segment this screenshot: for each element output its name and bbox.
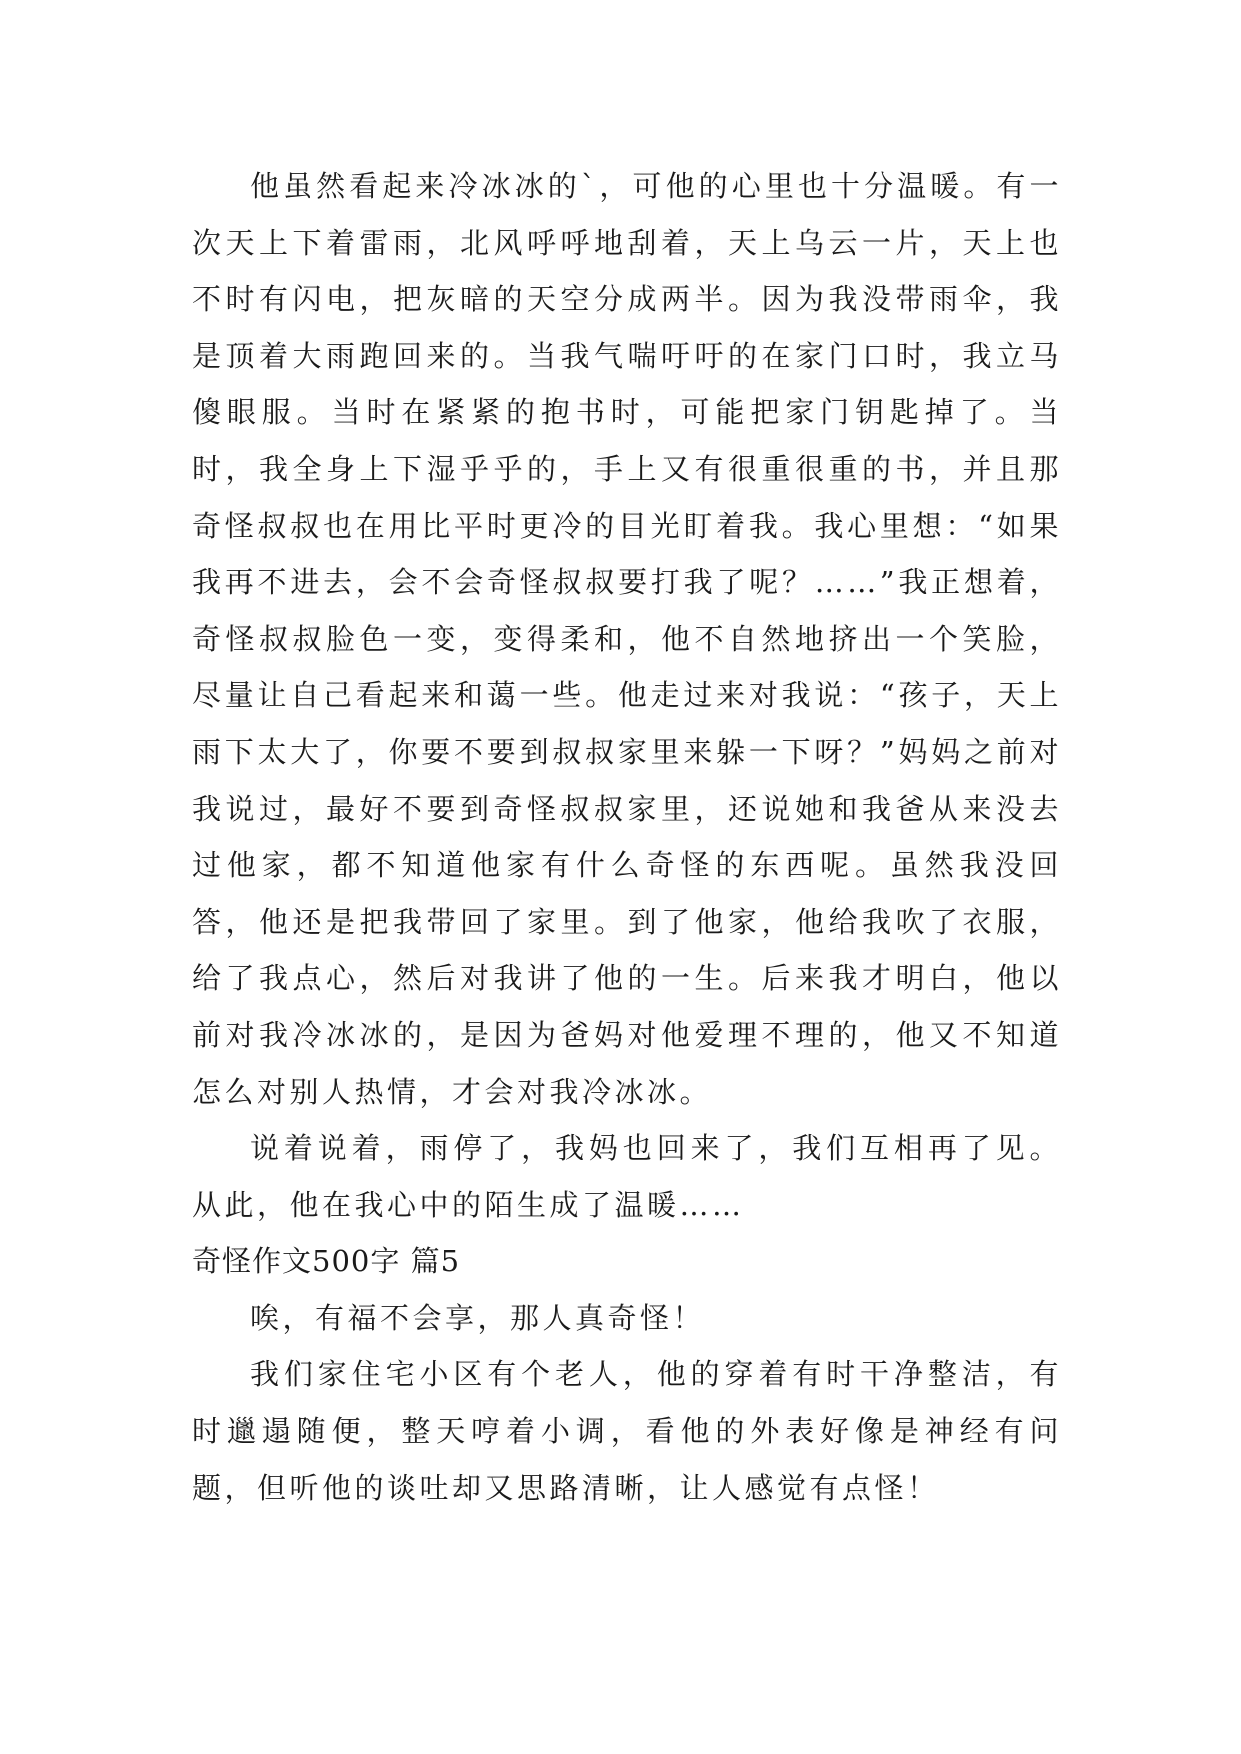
section-heading: 奇怪作文500字 篇5	[192, 1244, 461, 1279]
paragraph-exclamation: 唉，有福不会享，那人真奇怪！	[250, 1300, 706, 1335]
paragraph-rainstorm: 他虽然看起来冷冰冰的`，可他的心里也十分温暖。有一次天上下着雷雨，北风呼呼地刮着，天上乌云一片，天上也不时有闪电，把灰暗的天空分成两半。因为我没带雨伞，我是顶着大雨跑回来的。当我气喘吁吁的在家门口时，我立马傻眼服。当时在紧紧的抱书时，可能把家门钥匙掉了。当时，我全身上下湿乎乎的，手上又有很重很重的书，并且那奇怪叔叔也在用比平时更冷的目光盯着我。我心里想：“如果我再不进去，会不会奇怪叔叔要打我了呢？……”我正想着，奇怪叔叔脸色一变，变得柔和，他不自然地挤出一个笑脸，尽量让自己看起来和蔼一些。他走过来对我说：“孩子，天上雨下太大了，你要不要到叔叔家里来躲一下呀？”妈妈之前对我说过，最好不要到奇怪叔叔家里，还说她和我爸从来没去过他家，都不知道他家有什么奇怪的东西呢。虽然我没回答，他还是把我带回了家里。到了他家，他给我吹了衣服，给了我点心，然后对我讲了他的一生。后来我才明白，他以前对我冷冰冰的，是因为爸妈对他爱理不理的，他又不知道怎么对别人热情，才会对我冷冰冰。	[192, 169, 1062, 1109]
paragraph-rain-stopped: 说着说着，雨停了，我妈也回来了，我们互相再了见。从此，他在我心中的陌生成了温暖……	[192, 1131, 1062, 1222]
document-body	[192, 158, 1062, 1516]
paragraph-old-man: 我们家住宅小区有个老人，他的穿着有时干净整洁，有时邋遢随便，整天哼着小调，看他的外表好像是神经有问题，但听他的谈吐却又思路清晰，让人感觉有点怪！	[192, 1357, 1062, 1505]
